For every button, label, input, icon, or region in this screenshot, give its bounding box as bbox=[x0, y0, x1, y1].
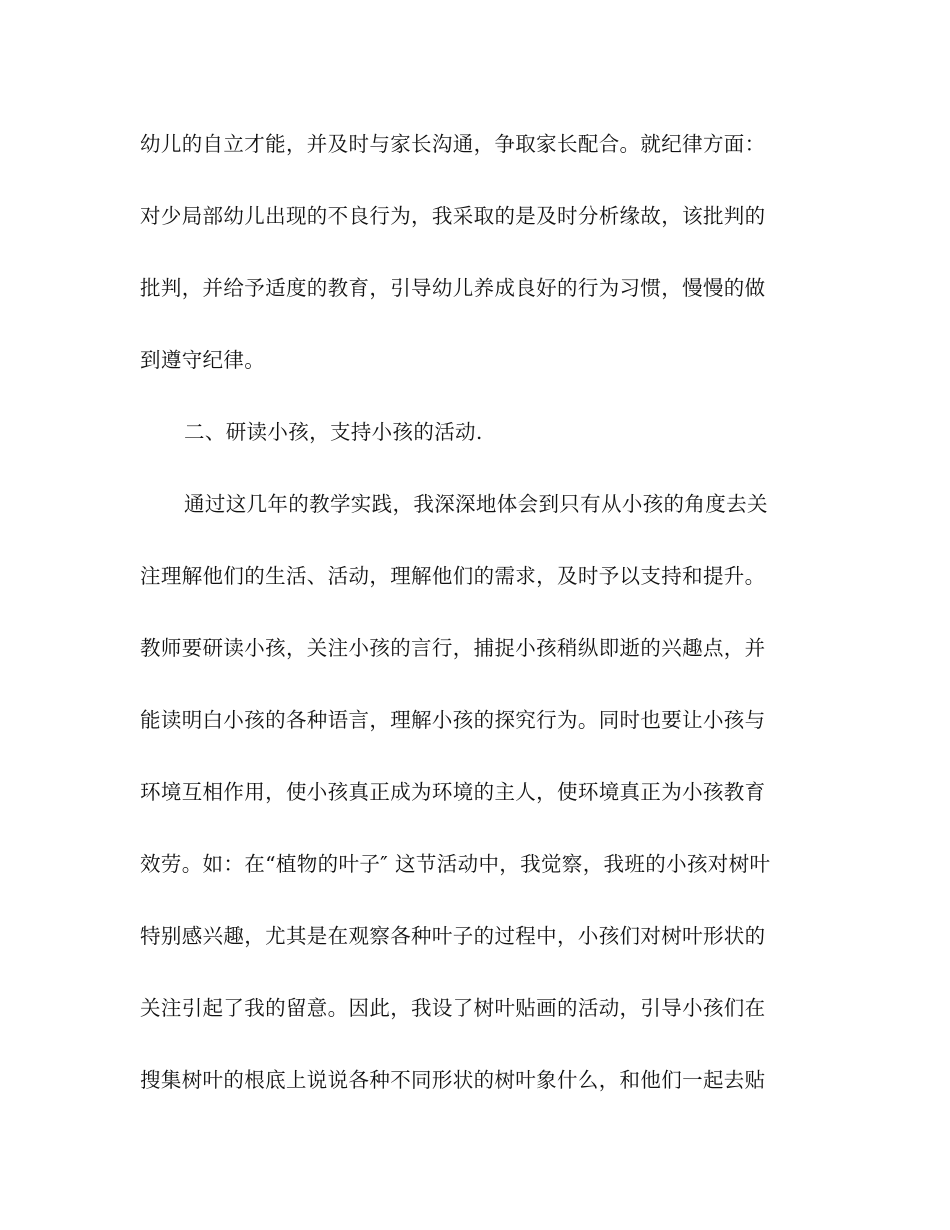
paragraph-line: 幼儿的自立才能，并及时与家长沟通，争取家长配合。就纪律方面： bbox=[140, 132, 766, 156]
section-heading: 二、研读小孩，支持小孩的活动. bbox=[184, 420, 483, 444]
paragraph-line: 教师要研读小孩，关注小孩的言行，捕捉小孩稍纵即逝的兴趣点，并 bbox=[140, 636, 766, 660]
paragraph-line: 通过这几年的教学实践，我深深地体会到只有从小孩的角度去关 bbox=[184, 492, 768, 516]
paragraph-line: 特别感兴趣，尤其是在观察各种叶子的过程中，小孩们对树叶形状的 bbox=[140, 924, 766, 948]
paragraph-line: 注理解他们的生活、活动，理解他们的需求，及时予以支持和提升。 bbox=[140, 564, 766, 588]
paragraph-line: 搜集树叶的根底上说说各种不同形状的树叶象什么，和他们一起去贴 bbox=[140, 1068, 766, 1092]
paragraph-line: 批判，并给予适度的教育，引导幼儿养成良好的行为习惯，慢慢的做 bbox=[140, 276, 766, 300]
paragraph-line: 能读明白小孩的各种语言，理解小孩的探究行为。同时也要让小孩与 bbox=[140, 708, 766, 732]
paragraph-line: 关注引起了我的留意。因此，我设了树叶贴画的活动，引导小孩们在 bbox=[140, 996, 766, 1020]
paragraph-line: 到遵守纪律。 bbox=[140, 348, 266, 372]
paragraph-line: 环境互相作用，使小孩真正成为环境的主人，使环境真正为小孩教育 bbox=[140, 780, 766, 804]
paragraph-line: 效劳。如：在“植物的叶子″ 这节活动中，我觉察，我班的小孩对树叶 bbox=[140, 852, 771, 876]
paragraph-line: 对少局部幼儿出现的不良行为，我采取的是及时分析缘故，该批判的 bbox=[140, 204, 766, 228]
